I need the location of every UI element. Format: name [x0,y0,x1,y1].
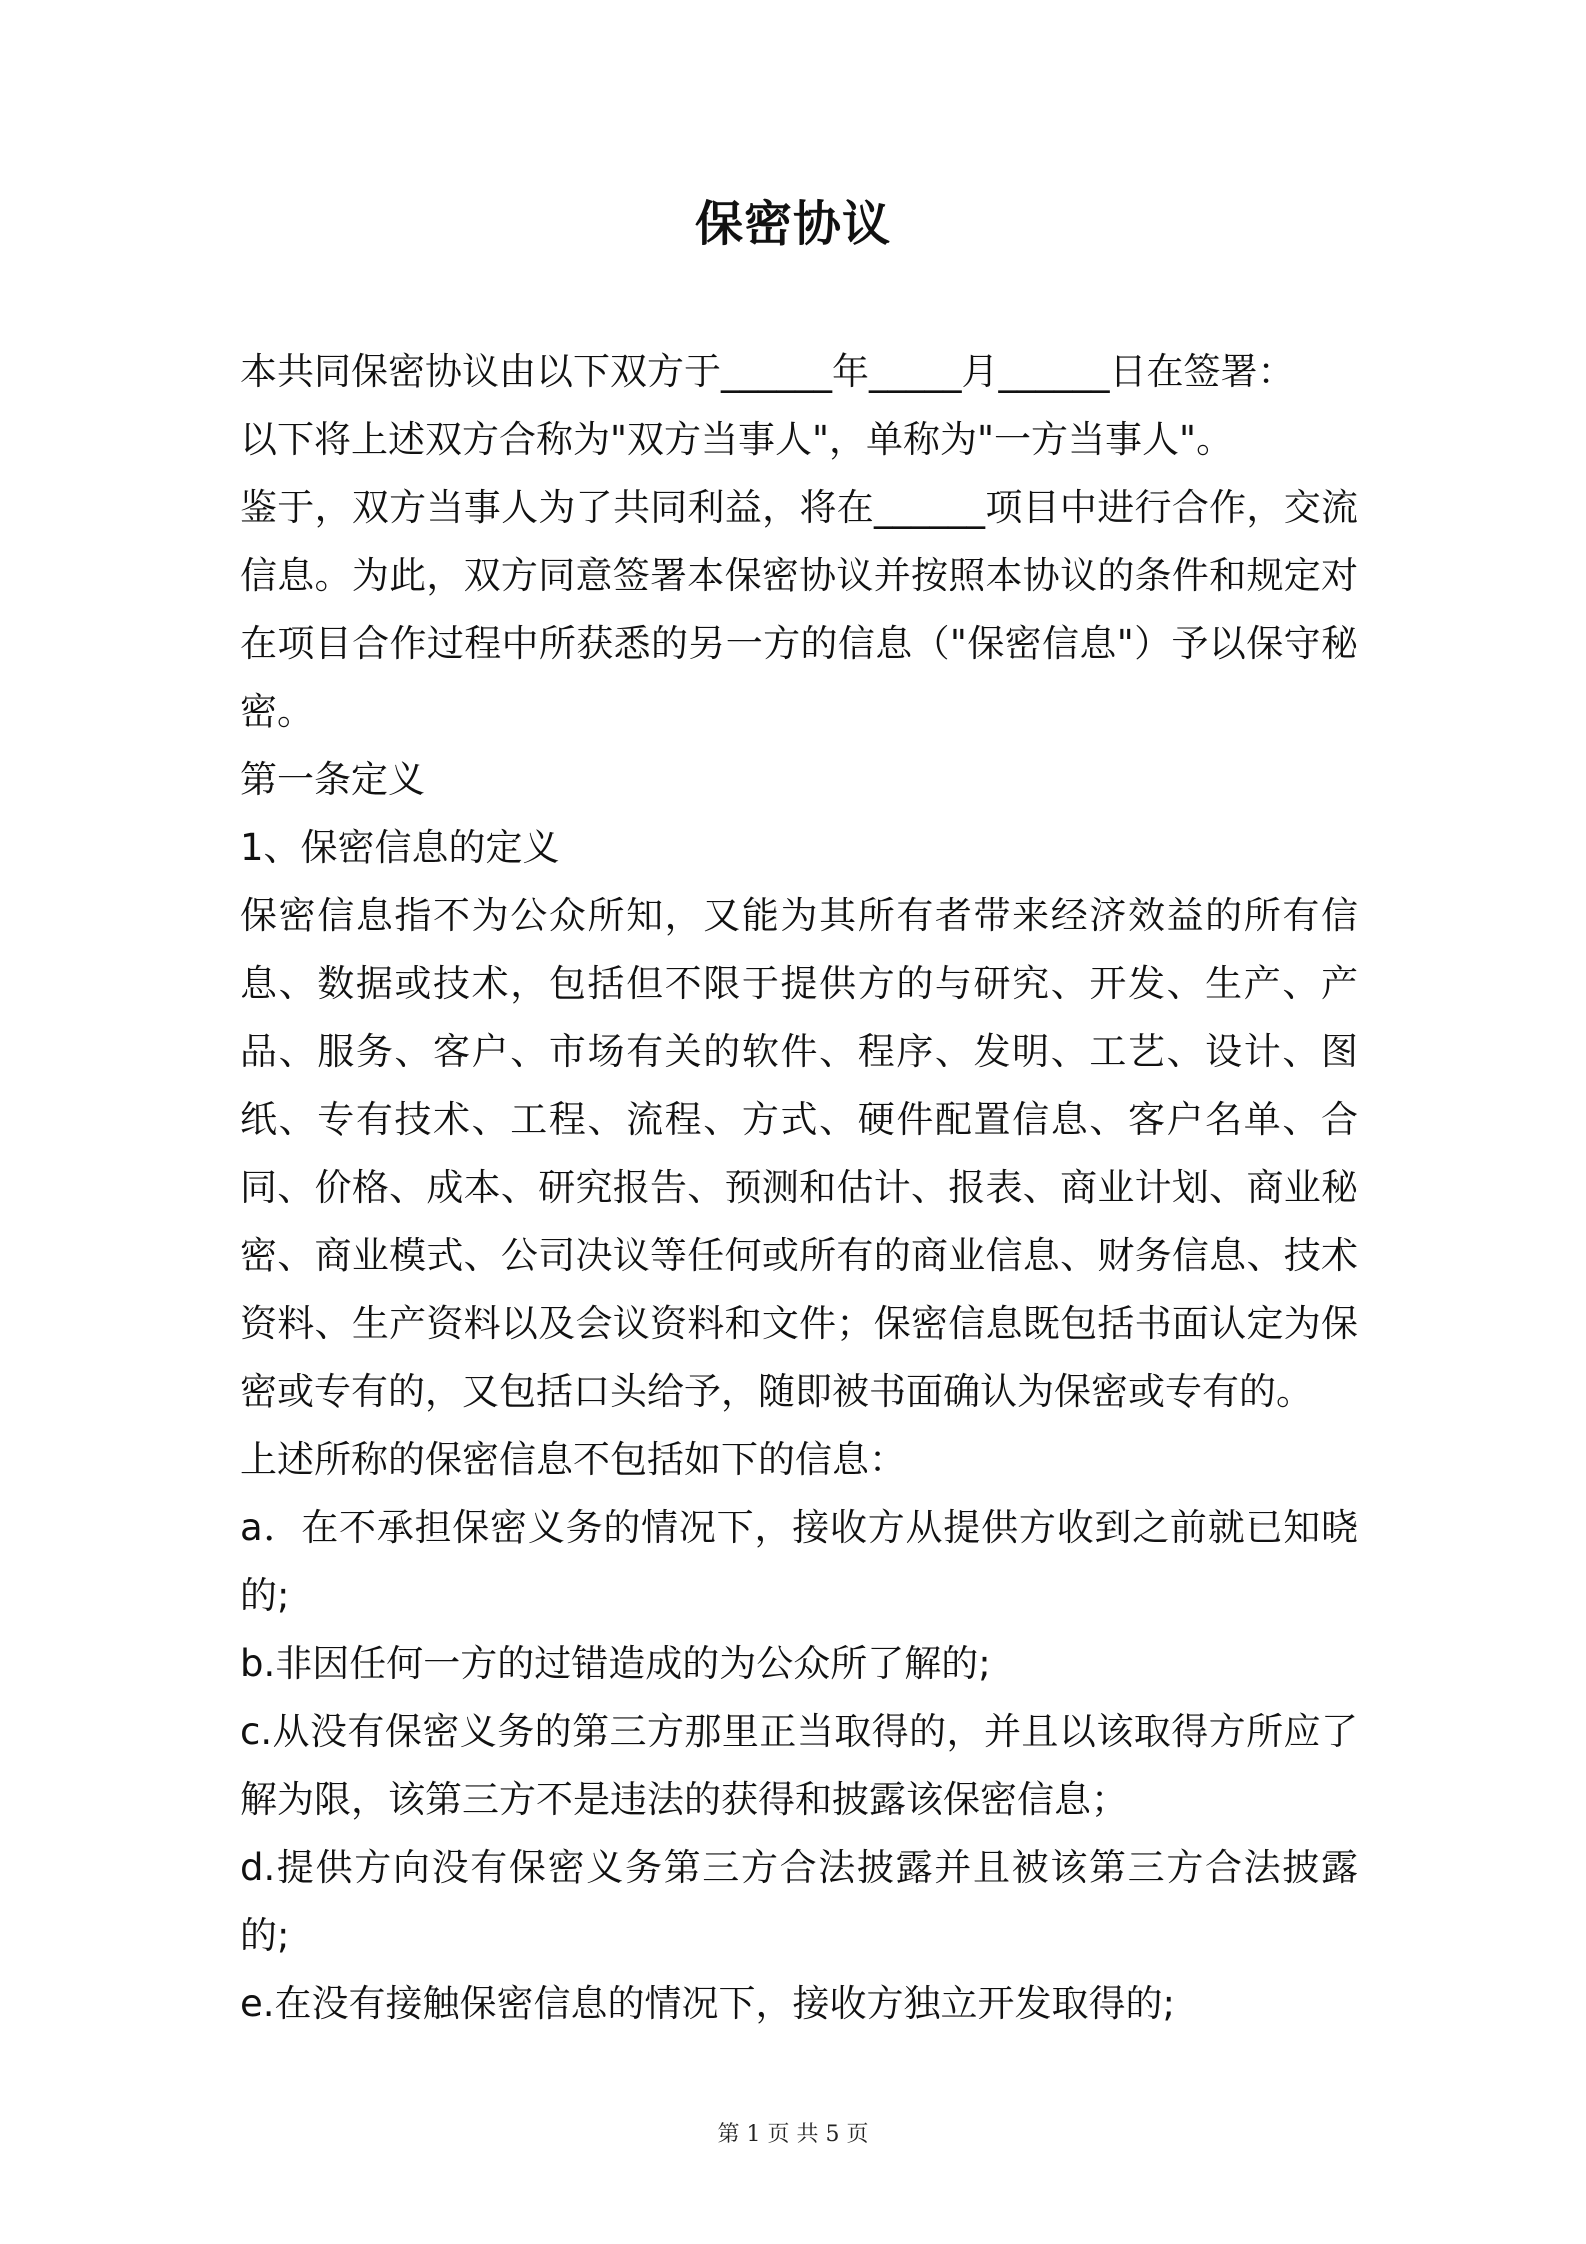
exclusion-item-c: c.从没有保密义务的第三方那里正当取得的，并且以该取得方所应了解为限，该第三方不是违法的获得和披露该保密信息； [240,1710,1358,1821]
exclusions-intro: 上述所称的保密信息不包括如下的信息： [240,1438,906,1481]
intro-signing-line: 本共同保密协议由以下双方于______年_____月______日在签署： [240,350,1295,393]
exclusion-item-b: b.非因任何一方的过错造成的为公众所了解的; [240,1642,991,1685]
exclusion-item-d: d.提供方向没有保密义务第三方合法披露并且被该第三方合法披露的; [240,1846,1358,1957]
recital-paragraph: 鉴于，双方当事人为了共同利益，将在______项目中进行合作，交流信息。为此，双方同意签署本保密协议并按照本协议的条件和规定对在项目合作过程中所获悉的另一方的信息（"保密信息"）予以保守秘密。 [240,486,1358,733]
page-number-footer: 第 1 页 共 5 页 [717,2122,869,2147]
section-heading: 1、保密信息的定义 [240,826,560,869]
exclusion-item-a: a．在不承担保密义务的情况下，接收方从提供方收到之前就已知晓的; [240,1506,1358,1617]
document-body [240,338,1358,2038]
exclusion-item-e: e.在没有接触保密信息的情况下，接收方独立开发取得的; [240,1982,1175,2025]
parties-definition: 以下将上述双方合称为"双方当事人"，单称为"一方当事人"。 [240,418,1234,461]
article-heading: 第一条定义 [240,758,425,801]
page-title: 保密协议 [694,196,891,252]
definition-paragraph: 保密信息指不为公众所知，又能为其所有者带来经济效益的所有信息、数据或技术，包括但不限于提供方的与研究、开发、生产、产品、服务、客户、市场有关的软件、程序、发明、工艺、设计、图纸、专有技术、工程、流程、方式、硬件配置信息、客户名单、合同、价格、成本、研究报告、预测和估计、报表、商业计划、商业秘密、商业模式、公司决议等任何或所有的商业信息、财务信息、技术资料、生产资料以及会议资料和文件；保密信息既包括书面认定为保密或专有的，又包括口头给予，随即被书面确认为保密或专有的。 [240,894,1358,1413]
